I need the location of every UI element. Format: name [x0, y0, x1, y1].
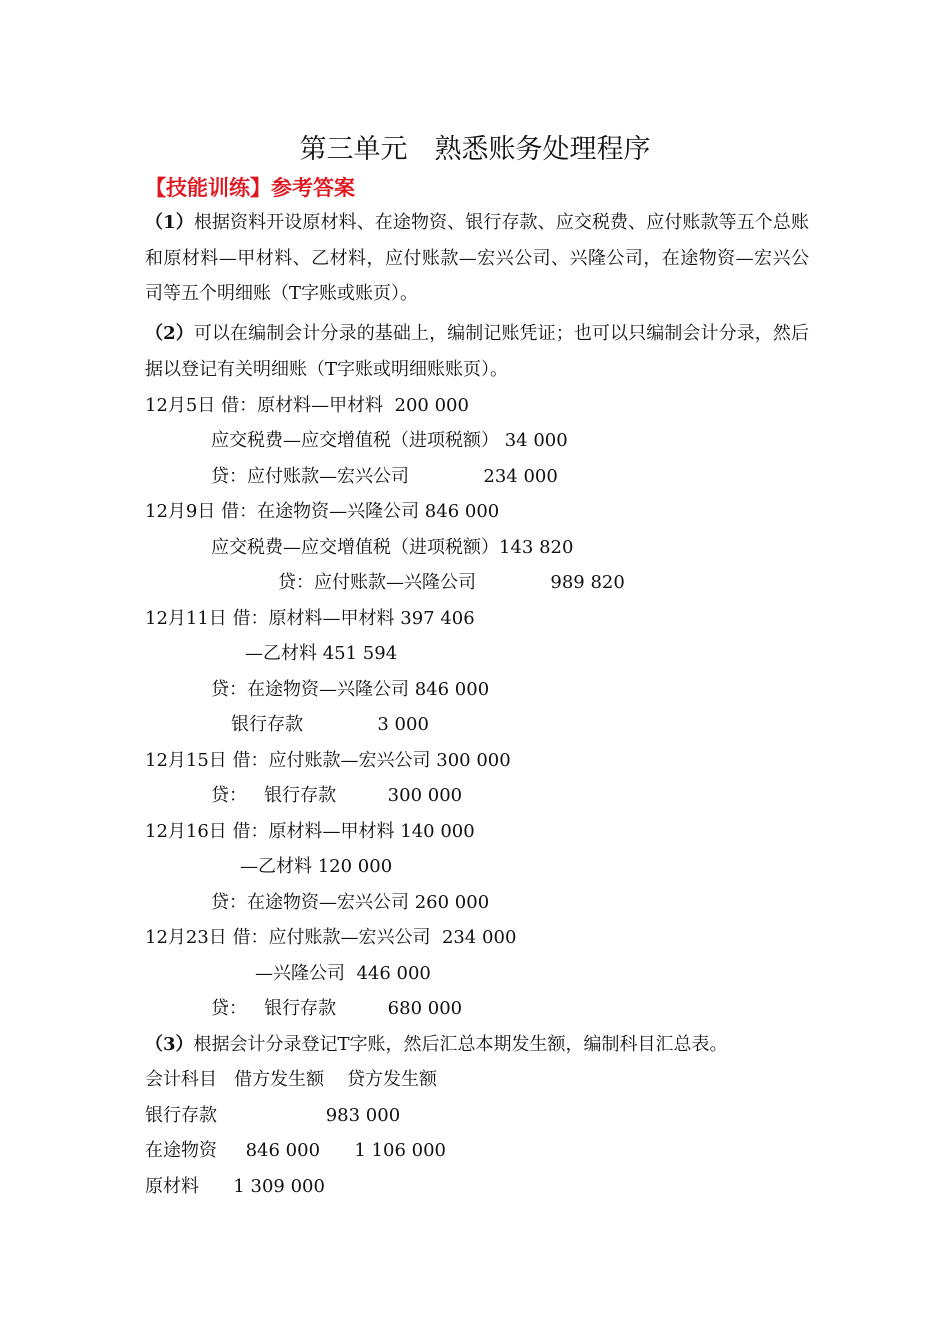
journal-entry-line: 贷：在途物资—宏兴公司 260 000: [211, 892, 490, 913]
paragraph-2-number: （2）: [145, 323, 194, 344]
journal-entry-line: —兴隆公司 446 000: [255, 963, 431, 984]
journal-entry-line: 12月16日 借：原材料—甲材料 140 000: [145, 821, 475, 842]
journal-entry-line: 应交税费—应交增值税（进项税额） 34 000: [211, 430, 568, 451]
summary-row: 原材料 1 309 000: [145, 1176, 325, 1197]
paragraph-1-number: （1）: [145, 212, 194, 233]
journal-entry-line: 12月5日 借：原材料—甲材料 200 000: [145, 395, 469, 416]
journal-entry-line: 12月11日 借：原材料—甲材料 397 406: [145, 608, 475, 629]
paragraph-2-text: 可以在编制会计分录的基础上，编制记账凭证；也可以只编制会计分录，然后据以登记有关明细账（T字账或明细账账页）。: [145, 323, 810, 380]
journal-entry-line: 贷：在途物资—兴隆公司 846 000: [211, 679, 490, 700]
journal-entry-line: 贷：应付账款—兴隆公司 989 820: [278, 572, 625, 593]
paragraph-1: [145, 205, 809, 312]
summary-row: 银行存款 983 000: [145, 1105, 401, 1126]
paragraph-2: [145, 316, 809, 387]
journal-entry-line: 贷： 银行存款 680 000: [211, 998, 463, 1019]
section-subtitle: 【技能训练】参考答案: [145, 175, 355, 200]
summary-header: 会计科目 借方发生额 贷方发生额: [145, 1069, 438, 1090]
journal-entry-line: 银行存款 3 000: [231, 714, 429, 735]
journal-entry-line: —乙材料 451 594: [245, 643, 398, 664]
journal-entry-line: 12月23日 借：应付账款—宏兴公司 234 000: [145, 927, 517, 948]
journal-entry-line: 12月15日 借：应付账款—宏兴公司 300 000: [145, 750, 511, 771]
journal-entry-line: —乙材料 120 000: [240, 856, 393, 877]
paragraph-3-number: （3）: [145, 1034, 194, 1055]
paragraph-1-text: 根据资料开设原材料、在途物资、银行存款、应交税费、应付账款等五个总账和原材料—甲材料、乙材料，应付账款—宏兴公司、兴隆公司，在途物资—宏兴公司等五个明细账（T字账或账页）。: [145, 212, 810, 304]
summary-row: 在途物资 846 000 1 106 000: [145, 1140, 446, 1161]
page-title: 第三单元 熟悉账务处理程序: [299, 134, 651, 165]
paragraph-3-text: 根据会计分录登记T字账，然后汇总本期发生额，编制科目汇总表。: [193, 1034, 728, 1055]
journal-entry-line: 贷： 银行存款 300 000: [211, 785, 463, 806]
paragraph-3: [145, 1033, 728, 1057]
journal-entry-line: 贷：应付账款—宏兴公司 234 000: [211, 466, 558, 487]
journal-entry-line: 应交税费—应交增值税（进项税额）143 820: [211, 537, 574, 558]
journal-entry-line: 12月9日 借：在途物资—兴隆公司 846 000: [145, 501, 500, 522]
